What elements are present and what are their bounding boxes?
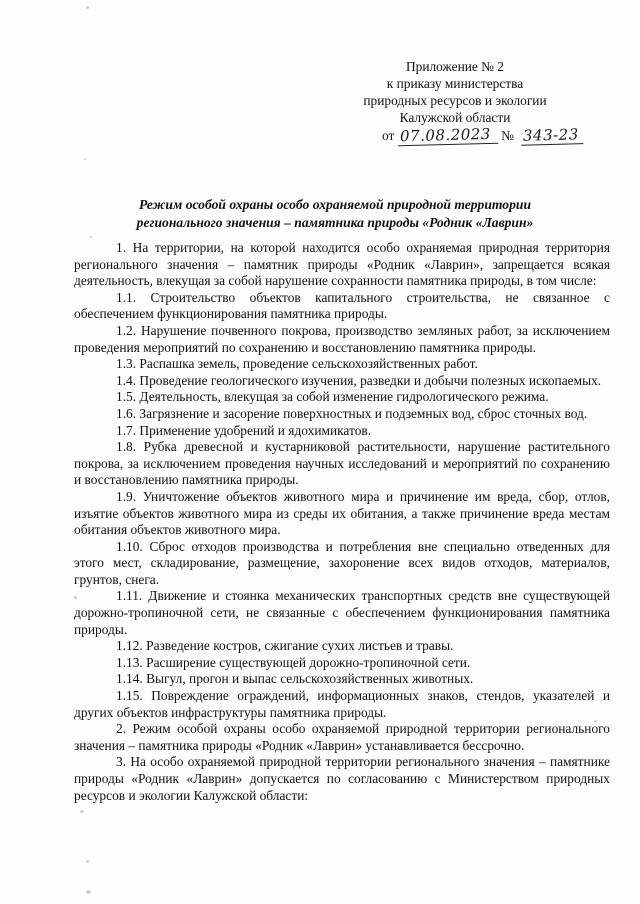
paragraph-1-3: 1.3. Распашка земель, проведение сельскохозяйственных работ. bbox=[116, 356, 478, 372]
handwritten-number: 343-23 bbox=[521, 126, 583, 146]
paragraph-1-13: 1.13. Расширение существующей дорожно-тропиночной сети. bbox=[116, 654, 471, 670]
paragraph-1-4: 1.4. Проведение геологического изучения, разведки и добычи полезных ископаемых. bbox=[116, 372, 602, 388]
paragraph-1-12: 1.12. Разведение костров, сжигание сухих листьев и травы. bbox=[116, 638, 454, 654]
document-title bbox=[100, 196, 570, 232]
paragraph-3: 3. На особо охраняемой природной территории регионального значения – памятнике природы «Родник «Лаврин» допускается по согласованию с Министерством природных ресурсов и экологии Калужской области: bbox=[74, 754, 610, 803]
scan-speck bbox=[86, 6, 89, 9]
paragraph-1-10: 1.10. Сброс отходов производства и потребления вне специально отведенных для этого мест, складирование, размещение, захоронение всех видов отходов, материалов, грунтов, снега. bbox=[74, 538, 610, 587]
number-label: № bbox=[501, 128, 514, 143]
scan-speck bbox=[80, 810, 84, 813]
scan-speck bbox=[90, 236, 92, 238]
paragraph-1-7: 1.7. Применение удобрений и ядохимикатов. bbox=[116, 422, 372, 438]
paragraph-1-15: 1.15. Повреждение ограждений, информационных знаков, стендов, указателей и других объектов инфраструктуры памятника природы. bbox=[74, 688, 610, 720]
annex-header bbox=[340, 58, 580, 146]
scan-speck bbox=[84, 158, 86, 160]
annex-order-ref: к приказу министерства bbox=[386, 76, 524, 91]
paragraph-1-9: 1.9. Уничтожение объектов животного мира и причинение им вреда, сбор, отлов, изъятие объектов животного мира из среды их обитания, а также причинение вреда местам обитания объектов животного мира. bbox=[74, 488, 610, 538]
annex-region: Калужской области bbox=[399, 110, 511, 125]
paragraph-1-5: 1.5. Деятельность, влекущая за собой изменение гидрологического режима. bbox=[116, 389, 549, 405]
paragraph-1-14: 1.14. Выгул, прогон и выпас сельскохозяйственных животных. bbox=[116, 671, 474, 687]
scan-speck bbox=[86, 860, 89, 863]
annex-title: Приложение № 2 bbox=[405, 59, 505, 74]
paragraph-1: 1. На территории, на которой находится особо охраняемая природная территория регионального значения – памятник природы «Родник «Лаврин», запрещается всякая деятельность, влекущая за собой нарушение сохранности памятника природы, в том числе: bbox=[74, 240, 610, 289]
paragraph-1-2: 1.2. Нарушение почвенного покрова, производство земляных работ, за исключением проведения мероприятий по сохранению и восстановлению памятника природы. bbox=[74, 322, 610, 355]
title-line-1: Режим особой охраны особо охраняемой природной территории bbox=[138, 197, 532, 212]
annex-ministry: природных ресурсов и экологии bbox=[363, 93, 547, 108]
from-label: от bbox=[382, 128, 395, 143]
paragraph-1-8: 1.8. Рубка древесной и кустарниковой растительности, нарушение растительного покрова, за исключением проведения научных исследований и мероприятий по сохранению и восстановлению памятника природы. bbox=[74, 439, 610, 488]
paragraph-1-11: 1.11. Движение и стоянка механических транспортных средств вне существующей дорожно-тропиночной сети, не связанные с обеспечением функционирования памятника природы. bbox=[74, 588, 610, 637]
paragraph-1-6: 1.6. Загрязнение и засорение поверхностных и подземных вод, сброс сточных вод. bbox=[116, 405, 588, 421]
document-body bbox=[74, 240, 610, 804]
title-line-2: регионального значения – памятника природы «Родник «Лаврин» bbox=[136, 215, 534, 230]
handwritten-date: 07.08.2023 bbox=[398, 126, 498, 147]
scan-speck bbox=[86, 890, 91, 894]
annex-date-number-line bbox=[340, 124, 580, 146]
paragraph-2: 2. Режим особой охраны особо охраняемой природной территории регионального значения – памятника природы «Родник «Лаврин» устанавливается бессрочно. bbox=[74, 721, 610, 753]
paragraph-1-1: 1.1. Строительство объектов капитального строительства, не связанное с обеспечением функционирования памятника природы. bbox=[74, 289, 610, 322]
